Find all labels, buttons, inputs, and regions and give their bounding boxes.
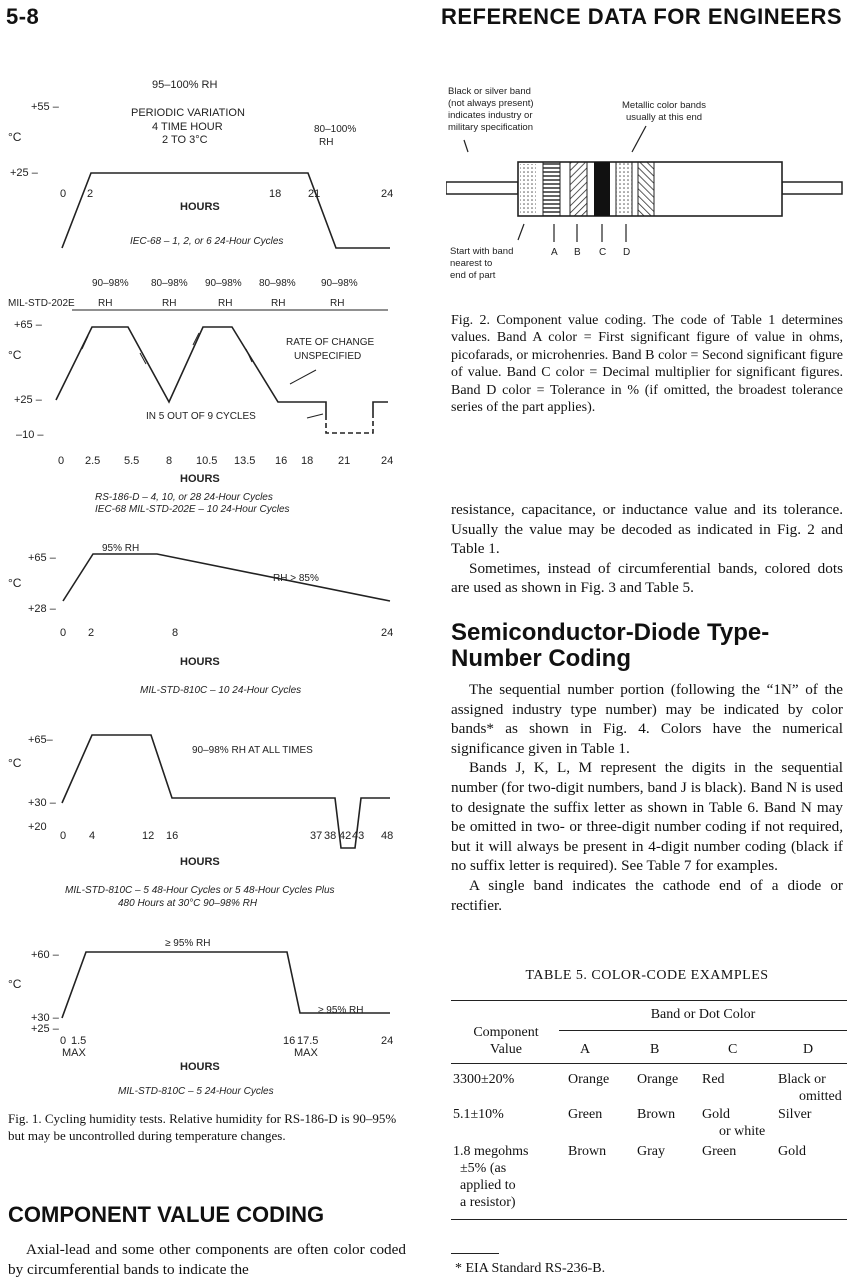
- table5-group-rule: [559, 1030, 847, 1031]
- table5-title: TABLE 5. COLOR-CODE EXAMPLES: [525, 968, 769, 983]
- c3-x-label: HOURS: [180, 656, 220, 668]
- table5-col-component: Component: [473, 1025, 539, 1040]
- c4-y-top: +65–: [28, 734, 53, 746]
- c2-tick: 5.5: [124, 455, 140, 467]
- paragraph: Sometimes, instead of circumferential bands, colored dots are used as shown in Fig. 3 and Table 5.: [451, 559, 843, 597]
- table5-top-rule: [451, 1000, 847, 1001]
- table5-cell: Green: [702, 1144, 737, 1159]
- c3-y-bottom: +28 –: [28, 603, 56, 615]
- table5-col-d: D: [803, 1042, 814, 1057]
- c5-tick: 24: [381, 1035, 394, 1047]
- paragraph: resistance, capacitance, or inductance value and its tolerance. Usually the value may be decoded as indicated in Fig. 2 and Table 1.: [451, 501, 843, 558]
- c2-tick: 24: [381, 455, 394, 467]
- c1-tick: 18: [269, 188, 282, 200]
- band-c2: [616, 162, 632, 216]
- table5-cell: Brown: [568, 1144, 607, 1159]
- c5-max2: MAX: [294, 1047, 318, 1059]
- c2-tick: 0: [58, 455, 65, 467]
- c2-rate-label: RATE OF CHANGE: [286, 337, 375, 348]
- c5-tick: 17.5: [297, 1035, 319, 1047]
- c2-tick: 8: [166, 455, 173, 467]
- band-spec: [520, 164, 536, 214]
- c2-caption1: RS-186-D – 4, 10, or 28 24-Hour Cycles: [95, 492, 273, 503]
- fig2-label-right: Metallic color bands: [622, 100, 706, 111]
- c2-tick: 16: [275, 455, 288, 467]
- section-heading-diode: Semiconductor-Diode Type-Number Coding: [451, 619, 770, 672]
- c2-rh-top: 90–98%: [321, 278, 358, 289]
- c1-tick: 0: [60, 188, 67, 200]
- c2-x-label: HOURS: [180, 473, 220, 485]
- fig2-label-left: Black or silver band: [448, 86, 531, 97]
- c5-label-rh2: ≥ 95% RH: [318, 1005, 364, 1016]
- c1-x-label: HOURS: [180, 201, 220, 213]
- fig2-label-start: end of part: [450, 270, 496, 281]
- c4-y-mid: +30 –: [28, 797, 56, 809]
- section1-para: [8, 1240, 406, 1279]
- c3-tick: 8: [172, 627, 179, 639]
- c4-caption1: MIL-STD-810C – 5 48-Hour Cycles or 5 48-Hour Cycles Plus: [65, 885, 335, 896]
- table5-cell: 3300±20%: [453, 1072, 515, 1087]
- c4-caption2: 480 Hours at 30°C 90–98% RH: [118, 898, 258, 909]
- c2-y-bottom: –10 –: [16, 429, 44, 441]
- fig2-label-start: nearest to: [450, 258, 493, 269]
- table5-cell: a resistor): [460, 1195, 516, 1210]
- table5-col-a: A: [580, 1042, 591, 1057]
- c5-y-unit: °C: [8, 977, 22, 991]
- c4-tick: 37: [310, 830, 323, 842]
- paragraph: A single band indicates the cathode end of a diode or rectifier.: [451, 876, 843, 914]
- c2-rh-row: RH: [330, 298, 345, 309]
- table5-cell: 5.1±10%: [453, 1107, 504, 1122]
- table5-cell: Orange: [568, 1072, 610, 1087]
- c1-y-top: +55 –: [31, 101, 59, 113]
- footnote: * EIA Standard RS-236-B.: [455, 1261, 606, 1276]
- c1-caption: IEC-68 – 1, 2, or 6 24-Hour Cycles: [130, 236, 284, 247]
- right-column-text: [451, 500, 843, 598]
- fig2-band-letter: B: [574, 247, 581, 258]
- c2-tick: 2.5: [85, 455, 101, 467]
- c2-rh-row: RH: [98, 298, 113, 309]
- fig2-caption: Fig. 2. Component value coding. The code of Table 1 determines values. Band A color = First significant figure of value in ohms, picofarads, or microhenries. Band B color = Second significant figure of value. Band C color = Decimal multiplier for significant figures. Band D color = Tolerance in % (if omitted, the broadest tolerance series of the part applies).: [451, 313, 843, 416]
- table5-cell: Orange: [637, 1072, 679, 1087]
- fig2-label-left: indicates industry or: [448, 110, 533, 121]
- resistor-lead-left: [446, 182, 518, 194]
- section-heading-component-value: COMPONENT VALUE CODING: [8, 1202, 325, 1227]
- band-d: [638, 162, 654, 216]
- c4-tick: 42: [339, 830, 352, 842]
- table5-cell: applied to: [460, 1178, 516, 1193]
- c5-y-bottom: +25 –: [31, 1023, 59, 1035]
- c4-label-rh: 90–98% RH AT ALL TIMES: [192, 745, 313, 756]
- c4-y-unit: °C: [8, 756, 22, 770]
- c3-tick: 0: [60, 627, 67, 639]
- page-header-title: REFERENCE DATA FOR ENGINEERS: [440, 4, 842, 29]
- c4-y-bottom: +20: [28, 821, 47, 833]
- c1-label-rh: 95–100% RH: [152, 79, 218, 91]
- c3-tick: 2: [88, 627, 95, 639]
- c5-x-label: HOURS: [180, 1061, 220, 1073]
- c1-label-rh-right2: RH: [319, 137, 334, 148]
- band-a: [543, 162, 560, 216]
- table5-cell: 1.8 megohms: [453, 1144, 529, 1159]
- c2-tick: 10.5: [196, 455, 218, 467]
- table5-group-header: Band or Dot Color: [650, 1007, 756, 1022]
- fig1-charts: [0, 70, 420, 1110]
- fig2-diagram: [446, 82, 846, 294]
- c4-tick: 12: [142, 830, 155, 842]
- c5-caption: MIL-STD-810C – 5 24-Hour Cycles: [118, 1086, 274, 1097]
- paragraph: Bands J, K, L, M represent the digits in the sequential number (for two-digit numbers, band J is black). Band N is used to designate the suffix letter as shown in Table 6. Band N may be omitted in two- or three-digit number coding if not required, but it will always be present in 4-digit number coding (black if no suffix letter is required). See Table 7 for examples.: [451, 759, 843, 875]
- c4-tick: 4: [89, 830, 96, 842]
- c1-label-4time: 4 TIME HOUR: [152, 121, 223, 133]
- table5-cell: Green: [568, 1107, 603, 1122]
- table5-cell: Gold: [702, 1107, 730, 1122]
- c3-y-top: +65 –: [28, 552, 56, 564]
- c1-label-periodic: PERIODIC VARIATION: [131, 107, 245, 119]
- c2-cycles-label: IN 5 OUT OF 9 CYCLES: [146, 411, 256, 422]
- c2-rh-top: 90–98%: [92, 278, 129, 289]
- c3-label-rh2: RH > 85%: [273, 573, 319, 584]
- table5-col-b: B: [650, 1042, 660, 1057]
- table5-col-value: Value: [490, 1042, 522, 1057]
- table5-cell: ±5% (as: [460, 1161, 507, 1176]
- fig1-caption: Fig. 1. Cycling humidity tests. Relative humidity for RS-186-D is 90–95% but may be uncontrolled during temperature changes.: [8, 1111, 397, 1143]
- table5-cell: Brown: [637, 1107, 676, 1122]
- fig2-band-letter: D: [623, 247, 631, 258]
- c2-rh-row: RH: [218, 298, 233, 309]
- c1-tick: 2: [87, 188, 94, 200]
- table5-cell: omitted: [799, 1089, 842, 1104]
- chart2-line-end: [373, 402, 388, 415]
- table5-cell: Silver: [778, 1107, 812, 1122]
- c1-label-2to3: 2 TO 3°C: [162, 134, 208, 146]
- c2-rh-row: RH: [162, 298, 177, 309]
- c2-y-mid: +25 –: [14, 394, 42, 406]
- c2-tick: 18: [301, 455, 314, 467]
- c4-tick: 43: [352, 830, 365, 842]
- table5-col-c: C: [728, 1042, 738, 1057]
- c5-max1: MAX: [62, 1047, 86, 1059]
- c4-x-label: HOURS: [180, 856, 220, 868]
- c1-tick: 21: [308, 188, 321, 200]
- c5-tick: 0: [60, 1035, 67, 1047]
- c5-y-mid: +30 –: [31, 1012, 59, 1024]
- c2-rh-top: 80–98%: [151, 278, 188, 289]
- band-c: [594, 162, 610, 216]
- fig2-label-start: Start with band: [450, 246, 514, 257]
- resistor-lead-right: [782, 182, 842, 194]
- c5-tick: 1.5: [71, 1035, 87, 1047]
- paragraph: Axial-lead and some other components are often color coded by circumferential bands to indicate the: [8, 1241, 406, 1278]
- c5-label-rh: ≥ 95% RH: [165, 938, 211, 949]
- c3-caption: MIL-STD-810C – 10 24-Hour Cycles: [140, 685, 302, 696]
- c2-y-unit: °C: [8, 348, 22, 362]
- c2-caption2: IEC-68 MIL-STD-202E – 10 24-Hour Cycles: [95, 504, 290, 515]
- table5-header-rule: [451, 1063, 847, 1064]
- band-b: [570, 162, 587, 216]
- fig2-label-left: military specification: [448, 122, 533, 133]
- c1-y-bottom: +25 –: [10, 167, 38, 179]
- paragraph: The sequential number portion (following the “1N” of the assigned industry type number) may be indicated by color bands* as shown in Fig. 4. Colors have the numerical significance given in Table 1.: [451, 681, 843, 757]
- footnote-rule: [451, 1253, 499, 1254]
- c2-rh-top: 80–98%: [259, 278, 296, 289]
- fig2-label-right: usually at this end: [626, 112, 703, 123]
- fig2-band-letter: A: [551, 247, 558, 258]
- c2-y-top: +65 –: [14, 319, 42, 331]
- c1-tick: 24: [381, 188, 394, 200]
- c3-tick: 24: [381, 627, 394, 639]
- page-number: 5-8: [6, 4, 40, 29]
- c5-y-top: +60 –: [31, 949, 59, 961]
- c4-tick: 48: [381, 830, 394, 842]
- c2-std-label: MIL-STD-202E: [8, 298, 75, 309]
- chart2-dashed: [326, 415, 373, 433]
- c3-y-unit: °C: [8, 576, 22, 590]
- c5-tick: 16: [283, 1035, 296, 1047]
- c4-tick: 16: [166, 830, 179, 842]
- table5-cell: Red: [702, 1072, 725, 1087]
- fig2-band-letter: C: [599, 247, 607, 258]
- section2-text: [451, 680, 843, 915]
- table5-cell: Gold: [778, 1144, 806, 1159]
- c3-label-rh: 95% RH: [102, 543, 140, 554]
- c1-y-unit: °C: [8, 130, 22, 144]
- c2-rh-row: RH: [271, 298, 286, 309]
- table5-cell: Gray: [637, 1144, 665, 1159]
- c2-tick: 21: [338, 455, 351, 467]
- table5-bottom-rule: [451, 1219, 847, 1220]
- c4-tick: 0: [60, 830, 67, 842]
- chart3-line: [63, 554, 390, 601]
- fig2-label-left: (not always present): [448, 98, 534, 109]
- c1-label-rh-right: 80–100%: [314, 124, 357, 135]
- c2-rate-label2: UNSPECIFIED: [294, 351, 362, 362]
- table5-cell: Black or: [778, 1072, 826, 1087]
- c4-tick: 38: [324, 830, 337, 842]
- c2-rh-top: 90–98%: [205, 278, 242, 289]
- c2-tick: 13.5: [234, 455, 256, 467]
- table5-cell: or white: [719, 1124, 766, 1139]
